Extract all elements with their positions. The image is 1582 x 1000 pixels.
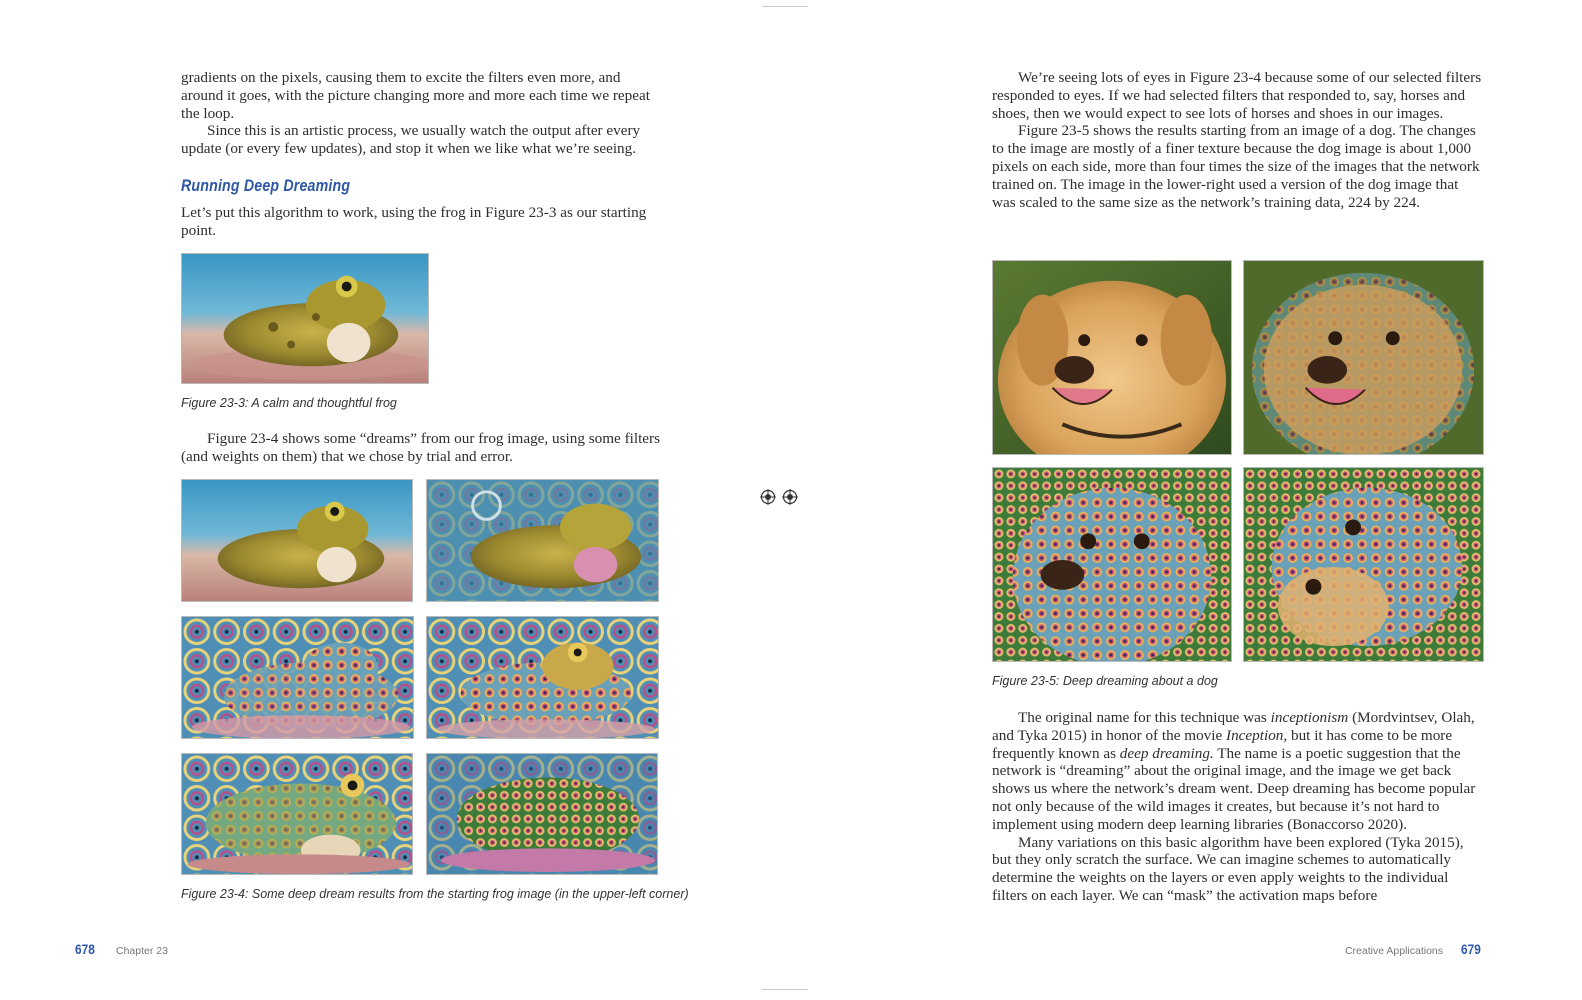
left-text-fig4-intro [181,430,666,466]
dog-original-image [992,260,1232,455]
frog-original-image [181,253,429,384]
left-text-top [181,69,666,158]
right-folio [1284,941,1484,959]
figure-23-5-caption: Figure 23-5: Deep dreaming about a dog [992,674,1218,688]
dog-dream-3 [1243,467,1484,662]
frog-dream-3 [426,616,659,739]
left-folio [75,941,275,959]
left-text-intro [181,204,666,240]
frog-dream-original [181,479,413,602]
paragraph-variations: Many variations on this basic algorithm have been explored (Tyka 2015), but they only scratch the surface. We can imagine schemes to automatically determine the weights on the layers or even apply weights to the individual filters on each layer. We can “mask” the activation maps before [992,833,1464,904]
right-text-top [992,69,1484,211]
frog-dream-4 [181,753,413,875]
paragraph-dog: Figure 23-5 shows the results starting from an image of a dog. The changes to the image are mostly of a finer texture because the dog image is about 1,000 pixels on each side, more than four times the size of the images that the network trained on. The image in the lower-right used a version of the dog image that was scaled to the same size as the network’s training data, 224 by 224. [992,122,1480,211]
registration-mark-icon [782,489,798,505]
paragraph-intro: Let’s put this algorithm to work, using the frog in Figure 23-3 as our starting point. [181,204,647,239]
section-label: Creative Applications [1344,945,1444,957]
page-number-678: 678 [75,942,95,957]
dog-dream-2 [992,467,1232,662]
figure-23-4-caption: Figure 23-4: Some deep dream results from the starting frog image (in the upper-left corner) [181,887,689,901]
dog-dream-1 [1243,260,1484,455]
right-page [800,0,1582,1000]
paragraph-artistic: Since this is an artistic process, we usually watch the output after every update (or every few updates), and stop it when we like what we’re seeing. [181,122,641,158]
registration-mark-icon [760,489,776,505]
figure-23-3-caption: Figure 23-3: A calm and thoughtful frog [181,396,397,410]
frog-dream-5 [426,753,658,875]
section-heading: Running Deep Dreaming [181,177,351,195]
frog-dream-1 [426,479,659,602]
frog-dream-2 [181,616,414,739]
right-text-bottom [992,709,1484,905]
paragraph-continuation: gradients on the pixels, causing them to excite the filters even more, and around it goes, with the picture changing more and more each time we repeat the loop. [181,69,650,122]
page-number-679: 679 [1461,942,1482,957]
paragraph-figure-23-4: Figure 23-4 shows some “dreams” from our frog image, using some filters (and weights on them) that we chose by trial and error. [181,430,660,465]
left-page [0,0,760,1000]
paragraph-eyes: We’re seeing lots of eyes in Figure 23-4 because some of our selected filters responded to eyes. If we had selected filters that responded to, say, horses and shoes, then we would expect to see lots of horses and shoes in our images. [992,69,1482,122]
chapter-label: Chapter 23 [115,945,168,957]
paragraph-name: The original name for this technique was inceptionism (Mordvintsev, Olah, and Tyka 2015) in honor of the movie Inception, but it has come to be more frequently known as deep dreaming. The name is a poetic suggestion that the network is “dreaming” about the original image, and the image we get back shows us where the network’s dream went. Deep dreaming has become popular not only because of the wild images it creates, but because it’s not hard to implement using modern deep learning libraries (Bonaccorso 2020). [992,709,1476,833]
